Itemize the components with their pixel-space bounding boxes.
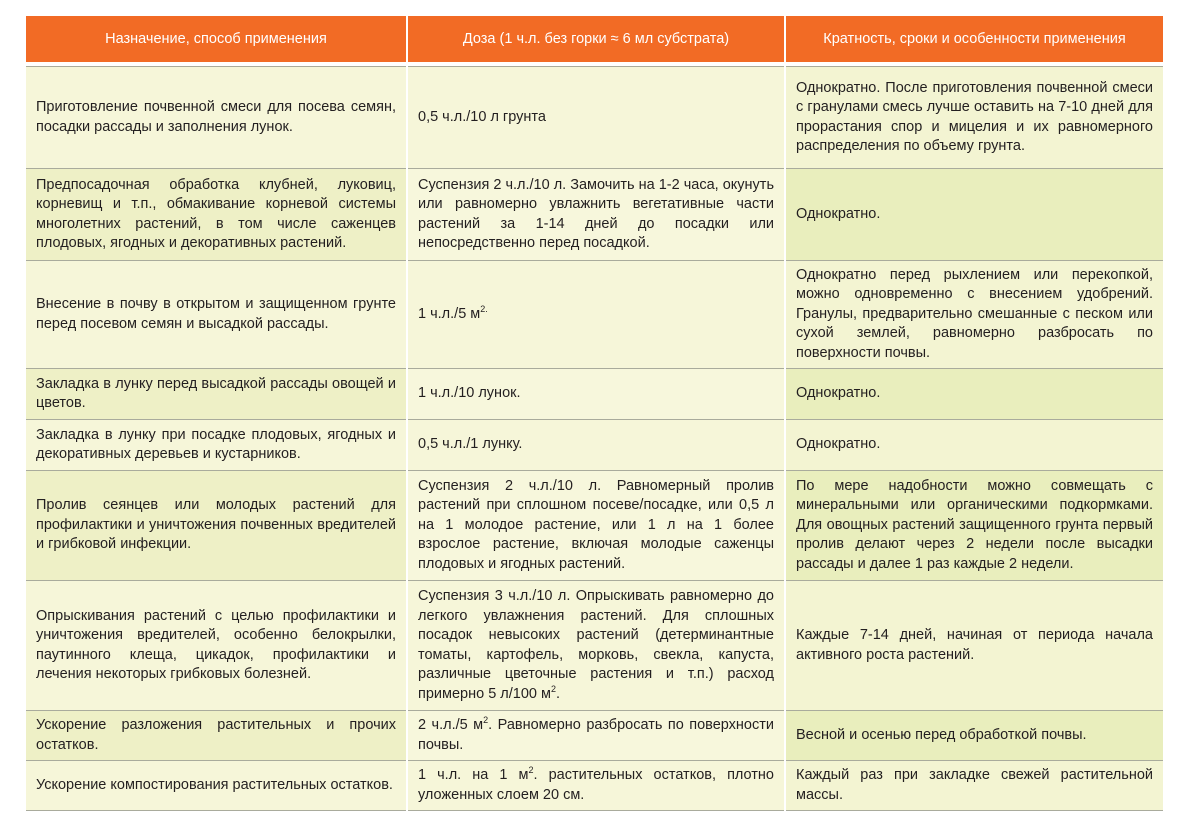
- cell-purpose: Пролив сеянцев или молодых растений для профилактики и уничтожения почвенных вредителей и грибковой инфекции.: [26, 471, 407, 581]
- cell-purpose: Ускорение разложения растительных и прочих остатков.: [26, 711, 407, 761]
- cell-dose: 0,5 ч.л./10 л грунта: [407, 67, 785, 169]
- cell-dose: Суспензия 2 ч.л./10 л. Равномерный пролив растений при сплошном посеве/посадке, или 0,5 л на 1 молодое растение, или 1 л на 1 более взрослое растение, включая молодые саженцы плодовых и ягодных растений.: [407, 471, 785, 581]
- dosage-table-wrapper: [26, 16, 1163, 811]
- cell-dose: 0,5 ч.л./1 лунку.: [407, 420, 785, 471]
- dose-tail: . растительных остатков, плотно уложенных слоем 20 см.: [418, 767, 774, 803]
- cell-frequency: Весной и осенью перед обработкой почвы.: [785, 711, 1163, 761]
- table-row: [26, 169, 1163, 261]
- table-row: [26, 471, 1163, 581]
- cell-frequency: Однократно перед рыхлением или перекопкой, можно одновременно с внесением удобрений. Гранулы, предварительно смешанные с песком или сухой землей, равномерно разбросать по поверхности почвы.: [785, 261, 1163, 369]
- cell-purpose: Ускорение компостирования растительных остатков.: [26, 761, 407, 811]
- table-row: [26, 581, 1163, 711]
- dose-text: Суспензия 3 ч.л./10 л. Опрыскивать равномерно до легкого увлажнения растений. Для сплошных посадок невысоких растений (детерминантные томаты, картофель, морковь, свекла, капуста, различные цветочные растения и т.п.) расход примерно 5 л/100 м: [418, 588, 774, 702]
- cell-purpose: Предпосадочная обработка клубней, луковиц, корневищ и т.п., обмакивание корневой системы многолетних растений, в том числе саженцев плодовых, ягодных и декоративных растений.: [26, 169, 407, 261]
- table-row: [26, 369, 1163, 420]
- header-dose-note: (1 ч.л. без горки ≈ 6 мл субстрата): [495, 31, 730, 47]
- cell-dose: [407, 761, 785, 811]
- header-dose: [407, 16, 785, 62]
- table-row: [26, 761, 1163, 811]
- dose-text: 1 ч.л. на 1 м: [418, 767, 529, 783]
- cell-dose: 1 ч.л./10 лунок.: [407, 369, 785, 420]
- cell-purpose: Закладка в лунку перед высадкой рассады овощей и цветов.: [26, 369, 407, 420]
- dose-superscript: 2: [551, 683, 557, 694]
- cell-frequency: Каждые 7-14 дней, начиная от периода начала активного роста растений.: [785, 581, 1163, 711]
- table-row: [26, 67, 1163, 169]
- cell-dose: [407, 581, 785, 711]
- table-row: [26, 261, 1163, 369]
- cell-frequency: Однократно.: [785, 369, 1163, 420]
- cell-frequency: Каждый раз при закладке свежей растительной массы.: [785, 761, 1163, 811]
- table-row: [26, 711, 1163, 761]
- cell-purpose: Закладка в лунку при посадке плодовых, ягодных и декоративных деревьев и кустарников.: [26, 420, 407, 471]
- table-header: [26, 16, 1163, 62]
- dose-text: 2 ч.л./5 м: [418, 717, 484, 733]
- cell-dose: [407, 261, 785, 369]
- header-frequency: Кратность, сроки и особенности применения: [785, 16, 1163, 62]
- cell-frequency: По мере надобности можно совмещать с минеральными или органическими подкормками. Для овощных растений защищенного грунта первый пролив делают через 2 недели после высадки рассады и далее 1 раз каждые 2 недели.: [785, 471, 1163, 581]
- header-purpose: Назначение, способ применения: [26, 16, 407, 62]
- dose-superscript: 2.: [480, 303, 488, 314]
- dose-superscript: 2: [483, 715, 489, 725]
- cell-frequency: Однократно.: [785, 169, 1163, 261]
- cell-purpose: Опрыскивания растений с целью профилактики и уничтожения вредителей, особенно белокрылки, паутинного клеща, цикадок, профилактики и лечения некоторых грибковых болезней.: [26, 581, 407, 711]
- cell-frequency: Однократно. После приготовления почвенной смеси с гранулами смесь лучше оставить на 7-10 дней для прорастания спор и мицелия и их равномерного распределения по объему грунта.: [785, 67, 1163, 169]
- cell-dose: [407, 711, 785, 761]
- dosage-table: [26, 16, 1163, 811]
- cell-frequency: Однократно.: [785, 420, 1163, 471]
- cell-purpose: Внесение в почву в открытом и защищенном грунте перед посевом семян и высадкой рассады.: [26, 261, 407, 369]
- cell-dose: Суспензия 2 ч.л./10 л. Замочить на 1-2 часа, окунуть или равномерно увлажнить вегетативные части растений за 1-14 дней до посадки или непосредственно перед посадкой.: [407, 169, 785, 261]
- dose-tail: .: [556, 685, 561, 702]
- dose-text: 1 ч.л./5 м: [418, 305, 481, 322]
- dose-tail: . Равномерно разбросать по поверхности почвы.: [418, 717, 774, 753]
- dose-superscript: 2: [528, 765, 534, 775]
- table-row: [26, 420, 1163, 471]
- cell-purpose: Приготовление почвенной смеси для посева семян, посадки рассады и заполнения лунок.: [26, 67, 407, 169]
- header-dose-main: Доза: [462, 31, 496, 47]
